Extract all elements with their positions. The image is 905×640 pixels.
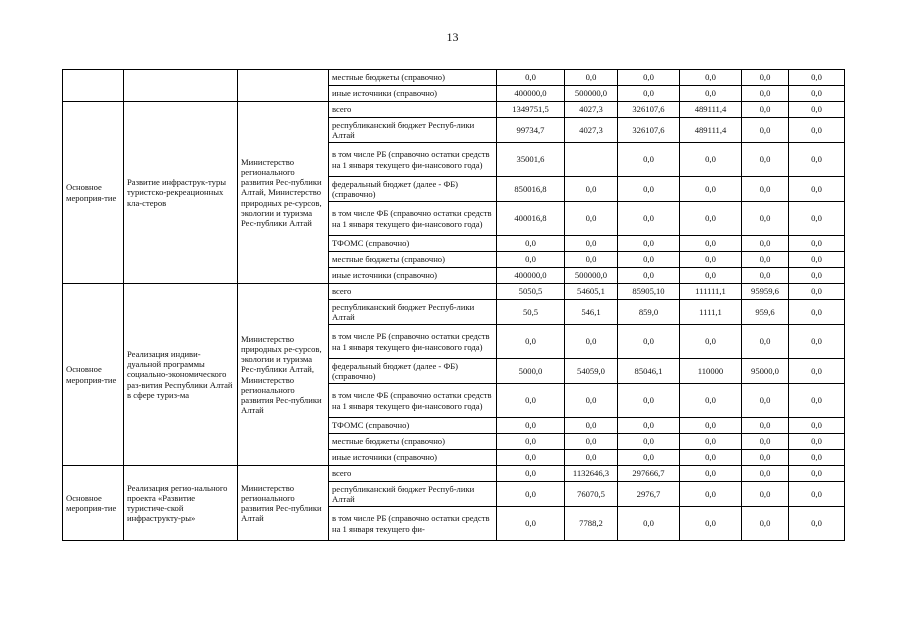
value-cell: 4027,3	[565, 102, 618, 118]
value-cell: 0,0	[680, 268, 742, 284]
value-cell: 0,0	[789, 450, 845, 466]
value-cell: 0,0	[618, 177, 680, 202]
value-cell: 0,0	[680, 325, 742, 359]
value-cell: 489111,4	[680, 118, 742, 143]
value-cell: 400016,8	[497, 202, 565, 236]
value-cell: 0,0	[680, 252, 742, 268]
value-cell: 5050,5	[497, 284, 565, 300]
value-cell: 0,0	[497, 252, 565, 268]
funding-source-cell: ТФОМС (справочно)	[329, 236, 497, 252]
value-cell: 0,0	[789, 118, 845, 143]
value-cell: 0,0	[742, 384, 789, 418]
funding-source-cell: местные бюджеты (справочно)	[329, 434, 497, 450]
value-cell: 0,0	[618, 450, 680, 466]
value-cell: 0,0	[789, 268, 845, 284]
value-cell: 35001,6	[497, 143, 565, 177]
value-cell: 0,0	[789, 466, 845, 482]
executor-cell: Министерство регионального развития Рес-публики Алтай	[238, 466, 329, 541]
funding-source-cell: в том числе РБ (справочно остатки средств на 1 января текущего фи-	[329, 507, 497, 541]
value-cell: 0,0	[789, 482, 845, 507]
value-cell: 0,0	[618, 268, 680, 284]
value-cell: 0,0	[618, 236, 680, 252]
value-cell: 1111,1	[680, 300, 742, 325]
value-cell: 0,0	[680, 236, 742, 252]
value-cell: 54059,0	[565, 359, 618, 384]
value-cell: 0,0	[789, 252, 845, 268]
value-cell: 0,0	[680, 450, 742, 466]
value-cell: 1132646,3	[565, 466, 618, 482]
funding-source-cell: в том числе РБ (справочно остатки средств на 1 января текущего фи-нансового года)	[329, 325, 497, 359]
table-row	[63, 102, 845, 118]
funding-source-cell: в том числе ФБ (справочно остатки средств на 1 января текущего фи-нансового года)	[329, 384, 497, 418]
value-cell: 0,0	[680, 143, 742, 177]
funding-source-cell: местные бюджеты (справочно)	[329, 70, 497, 86]
value-cell: 0,0	[497, 384, 565, 418]
value-cell: 76070,5	[565, 482, 618, 507]
value-cell: 54605,1	[565, 284, 618, 300]
funding-source-cell: в том числе ФБ (справочно остатки средств на 1 января текущего фи-нансового года)	[329, 202, 497, 236]
executor-cell: Министерство регионального развития Рес-публики Алтай, Министерство природных ре-сурсов, экологии и туризма Рес-публики Алтай	[238, 102, 329, 284]
value-cell: 0,0	[497, 450, 565, 466]
value-cell: 0,0	[789, 102, 845, 118]
value-cell: 95959,6	[742, 284, 789, 300]
value-cell: 0,0	[497, 236, 565, 252]
value-cell: 400000,0	[497, 86, 565, 102]
value-cell: 95000,0	[742, 359, 789, 384]
event-type-cell: Основное мероприя-тие	[63, 466, 124, 541]
value-cell: 0,0	[742, 177, 789, 202]
value-cell: 0,0	[680, 86, 742, 102]
value-cell: 0,0	[618, 434, 680, 450]
funding-source-cell: всего	[329, 284, 497, 300]
event-name-cell	[124, 70, 238, 102]
value-cell: 0,0	[618, 507, 680, 541]
value-cell: 0,0	[618, 325, 680, 359]
value-cell: 0,0	[742, 434, 789, 450]
value-cell: 0,0	[565, 384, 618, 418]
value-cell: 0,0	[565, 325, 618, 359]
value-cell: 0,0	[565, 450, 618, 466]
value-cell: 5000,0	[497, 359, 565, 384]
value-cell: 0,0	[789, 202, 845, 236]
value-cell: 0,0	[618, 418, 680, 434]
value-cell: 0,0	[742, 482, 789, 507]
value-cell: 0,0	[565, 202, 618, 236]
value-cell: 0,0	[789, 434, 845, 450]
value-cell: 0,0	[789, 325, 845, 359]
value-cell: 111111,1	[680, 284, 742, 300]
value-cell: 99734,7	[497, 118, 565, 143]
value-cell: 0,0	[789, 177, 845, 202]
value-cell: 0,0	[618, 202, 680, 236]
value-cell: 0,0	[565, 236, 618, 252]
value-cell: 0,0	[789, 143, 845, 177]
value-cell: 489111,4	[680, 102, 742, 118]
funding-source-cell: местные бюджеты (справочно)	[329, 252, 497, 268]
value-cell: 0,0	[680, 202, 742, 236]
value-cell: 0,0	[742, 143, 789, 177]
executor-cell: Министерство природных ре-сурсов, экологии и туризма Рес-публики Алтай, Министерство регионального развития Рес-публики Алтай	[238, 284, 329, 466]
value-cell: 0,0	[497, 418, 565, 434]
value-cell: 0,0	[742, 466, 789, 482]
value-cell: 326107,6	[618, 102, 680, 118]
value-cell: 2976,7	[618, 482, 680, 507]
value-cell: 0,0	[497, 70, 565, 86]
value-cell: 0,0	[789, 86, 845, 102]
value-cell: 546,1	[565, 300, 618, 325]
table-row	[63, 284, 845, 300]
value-cell: 0,0	[680, 482, 742, 507]
value-cell: 0,0	[618, 252, 680, 268]
funding-source-cell: иные источники (справочно)	[329, 450, 497, 466]
value-cell: 1349751,5	[497, 102, 565, 118]
value-cell: 0,0	[742, 507, 789, 541]
funding-source-cell: иные источники (справочно)	[329, 268, 497, 284]
value-cell: 0,0	[497, 482, 565, 507]
funding-source-cell: республиканский бюджет Респуб-лики Алтай	[329, 482, 497, 507]
value-cell: 850016,8	[497, 177, 565, 202]
budget-table	[62, 69, 845, 541]
value-cell: 85905,10	[618, 284, 680, 300]
value-cell: 0,0	[497, 507, 565, 541]
value-cell: 0,0	[742, 70, 789, 86]
value-cell: 400000,0	[497, 268, 565, 284]
funding-source-cell: иные источники (справочно)	[329, 86, 497, 102]
event-name-cell: Реализация регио-нального проекта «Развитие туристиче-ской инфраструкту-ры»	[124, 466, 238, 541]
value-cell: 0,0	[742, 418, 789, 434]
value-cell: 0,0	[789, 418, 845, 434]
value-cell: 0,0	[742, 325, 789, 359]
value-cell: 0,0	[742, 268, 789, 284]
funding-source-cell: федеральный бюджет (далее - ФБ) (справочно)	[329, 177, 497, 202]
value-cell: 0,0	[680, 418, 742, 434]
value-cell: 0,0	[789, 507, 845, 541]
value-cell: 0,0	[565, 418, 618, 434]
event-type-cell	[63, 70, 124, 102]
value-cell: 0,0	[742, 118, 789, 143]
value-cell: 0,0	[742, 202, 789, 236]
value-cell: 0,0	[680, 177, 742, 202]
value-cell: 0,0	[742, 236, 789, 252]
funding-source-cell: республиканский бюджет Респуб-лики Алтай	[329, 300, 497, 325]
value-cell: 4027,3	[565, 118, 618, 143]
value-cell: 326107,6	[618, 118, 680, 143]
value-cell: 0,0	[618, 86, 680, 102]
value-cell: 0,0	[497, 466, 565, 482]
value-cell: 7788,2	[565, 507, 618, 541]
value-cell: 0,0	[789, 284, 845, 300]
value-cell: 0,0	[680, 384, 742, 418]
value-cell: 0,0	[618, 70, 680, 86]
value-cell: 0,0	[742, 102, 789, 118]
value-cell: 0,0	[742, 86, 789, 102]
table-row	[63, 466, 845, 482]
value-cell: 0,0	[618, 143, 680, 177]
value-cell: 0,0	[565, 434, 618, 450]
value-cell: 0,0	[680, 507, 742, 541]
value-cell: 0,0	[497, 325, 565, 359]
value-cell: 0,0	[497, 434, 565, 450]
value-cell: 110000	[680, 359, 742, 384]
value-cell: 859,0	[618, 300, 680, 325]
page-number: 13	[446, 30, 459, 44]
value-cell: 0,0	[789, 236, 845, 252]
value-cell: 0,0	[680, 70, 742, 86]
value-cell: 85046,1	[618, 359, 680, 384]
value-cell	[565, 143, 618, 177]
value-cell: 297666,7	[618, 466, 680, 482]
event-type-cell: Основное мероприя-тие	[63, 284, 124, 466]
funding-source-cell: в том числе РБ (справочно остатки средств на 1 января текущего фи-нансового года)	[329, 143, 497, 177]
value-cell: 0,0	[618, 384, 680, 418]
value-cell: 959,6	[742, 300, 789, 325]
funding-source-cell: ТФОМС (справочно)	[329, 418, 497, 434]
funding-source-cell: республиканский бюджет Респуб-лики Алтай	[329, 118, 497, 143]
event-name-cell: Развитие инфраструк-туры туристско-рекреационных кла-стеров	[124, 102, 238, 284]
value-cell: 0,0	[742, 450, 789, 466]
funding-source-cell: федеральный бюджет (далее - ФБ) (справочно)	[329, 359, 497, 384]
table-body	[63, 70, 845, 541]
table-row	[63, 70, 845, 86]
executor-cell	[238, 70, 329, 102]
funding-source-cell: всего	[329, 102, 497, 118]
value-cell: 0,0	[789, 70, 845, 86]
value-cell: 0,0	[789, 300, 845, 325]
value-cell: 500000,0	[565, 86, 618, 102]
value-cell: 0,0	[742, 252, 789, 268]
value-cell: 50,5	[497, 300, 565, 325]
funding-source-cell: всего	[329, 466, 497, 482]
value-cell: 0,0	[789, 384, 845, 418]
value-cell: 0,0	[680, 466, 742, 482]
event-name-cell: Реализация индиви-дуальной программы социально-экономического раз-вития Республики Алтай в сфере туриз-ма	[124, 284, 238, 466]
value-cell: 0,0	[565, 252, 618, 268]
value-cell: 0,0	[680, 434, 742, 450]
event-type-cell: Основное мероприя-тие	[63, 102, 124, 284]
value-cell: 500000,0	[565, 268, 618, 284]
value-cell: 0,0	[565, 177, 618, 202]
value-cell: 0,0	[565, 70, 618, 86]
value-cell: 0,0	[789, 359, 845, 384]
